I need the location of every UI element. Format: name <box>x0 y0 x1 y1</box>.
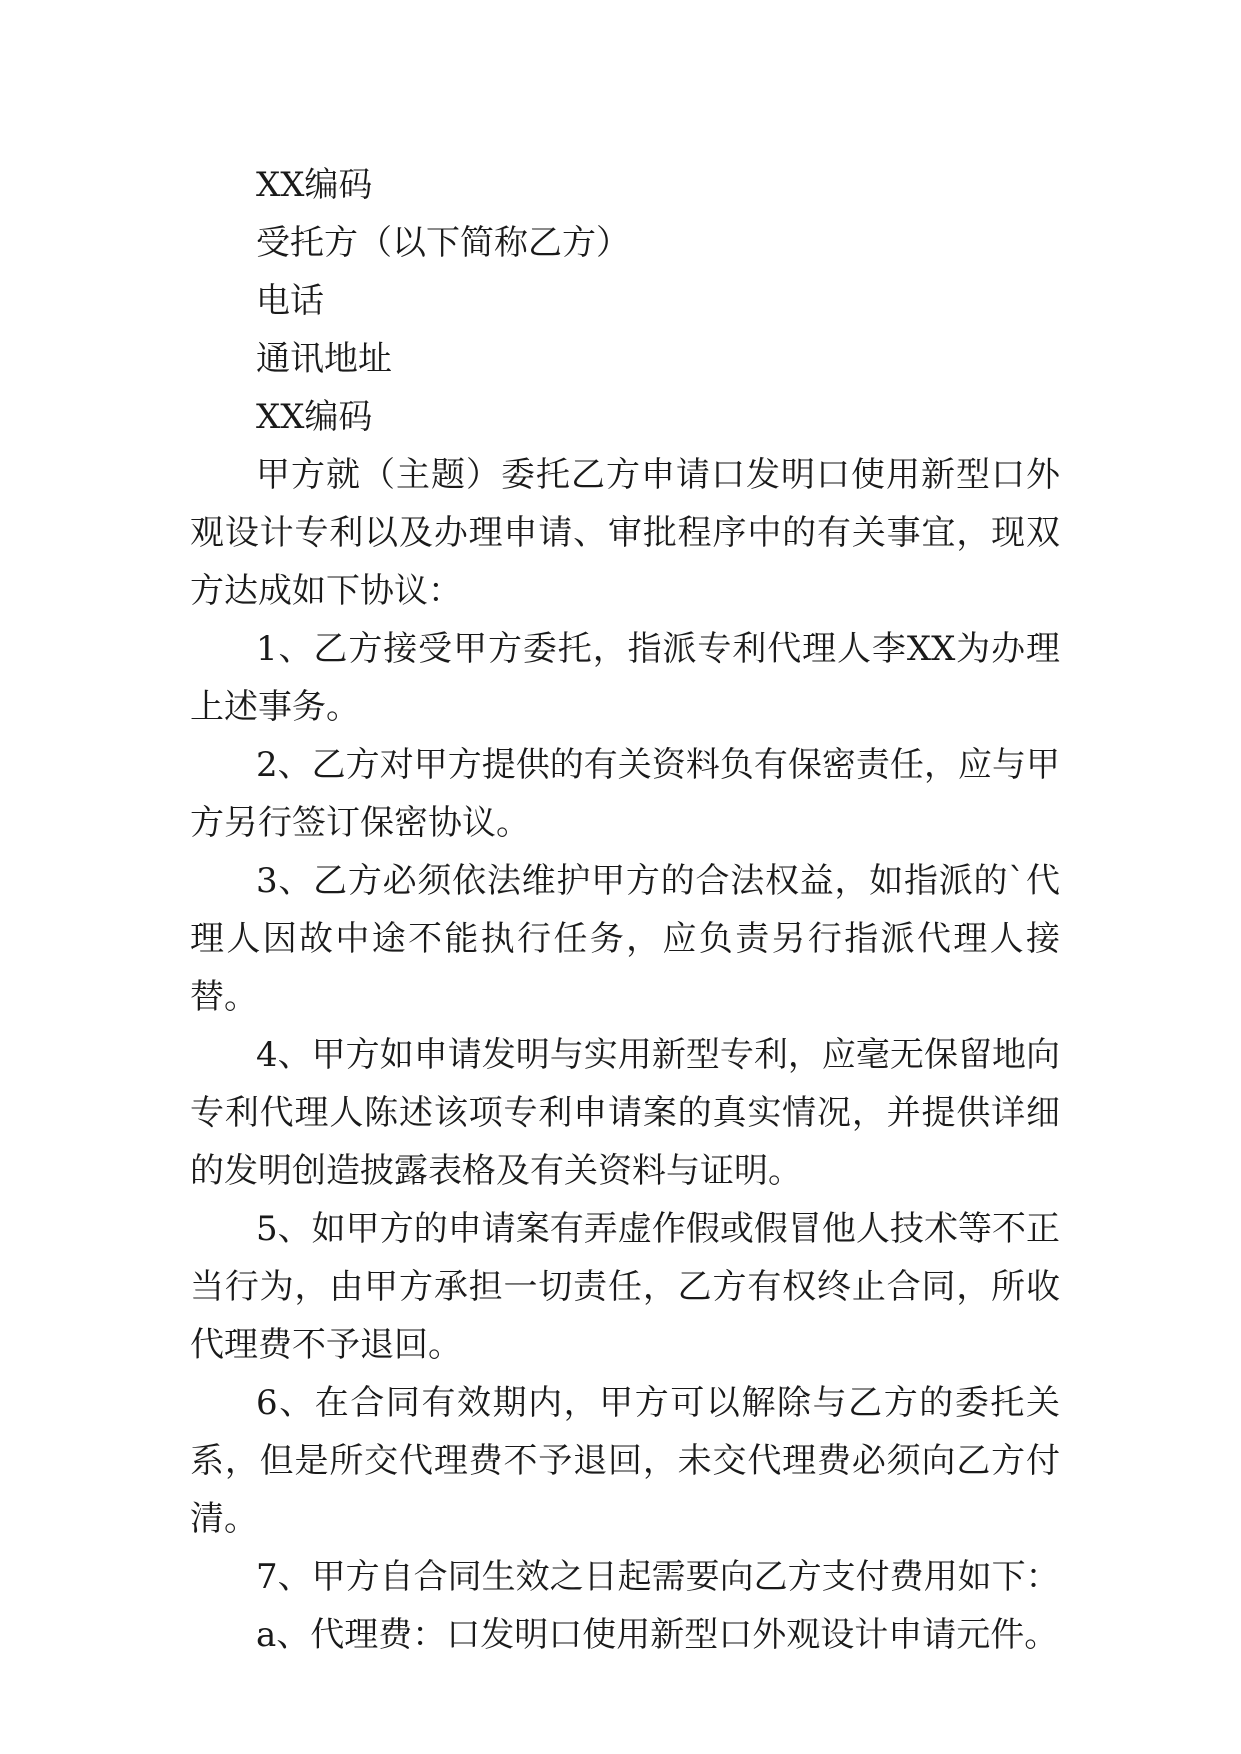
header-line-address: 通讯地址 <box>256 339 392 379</box>
header-line-trustee: 受托方（以下简称乙方） <box>256 223 630 263</box>
header-line-phone: 电话 <box>256 281 324 321</box>
paragraph-clause-7: 7、甲方自合同生效之日起需要向乙方支付费用如下： <box>256 1557 1060 1597</box>
paragraph-clause-7a: a、代理费：口发明口使用新型口外观设计申请元件。 <box>256 1615 1059 1655</box>
paragraph-intro: 甲方就（主题）委托乙方申请口发明口使用新型口外观设计专利以及办理申请、审批程序中的有关事宜，现双方达成如下协议： <box>190 455 1060 611</box>
paragraph-clause-2: 2、乙方对甲方提供的有关资料负有保密责任，应与甲方另行签订保密协议。 <box>190 745 1060 843</box>
header-line-code: XX编码 <box>256 165 373 205</box>
header-line-code-2: XX编码 <box>256 397 373 437</box>
paragraph-clause-1: 1、乙方接受甲方委托，指派专利代理人李XX为办理上述事务。 <box>190 629 1060 727</box>
paragraph-clause-4: 4、甲方如申请发明与实用新型专利，应毫无保留地向专利代理人陈述该项专利申请案的真实情况，并提供详细的发明创造披露表格及有关资料与证明。 <box>190 1035 1060 1191</box>
paragraph-clause-6: 6、在合同有效期内，甲方可以解除与乙方的委托关系，但是所交代理费不予退回，未交代理费必须向乙方付清。 <box>190 1383 1060 1539</box>
document-body <box>190 156 1060 1664</box>
paragraph-clause-5: 5、如甲方的申请案有弄虚作假或假冒他人技术等不正当行为，由甲方承担一切责任，乙方有权终止合同，所收代理费不予退回。 <box>190 1209 1060 1365</box>
paragraph-clause-3: 3、乙方必须依法维护甲方的合法权益，如指派的`代理人因故中途不能执行任务，应负责另行指派代理人接替。 <box>190 861 1060 1017</box>
